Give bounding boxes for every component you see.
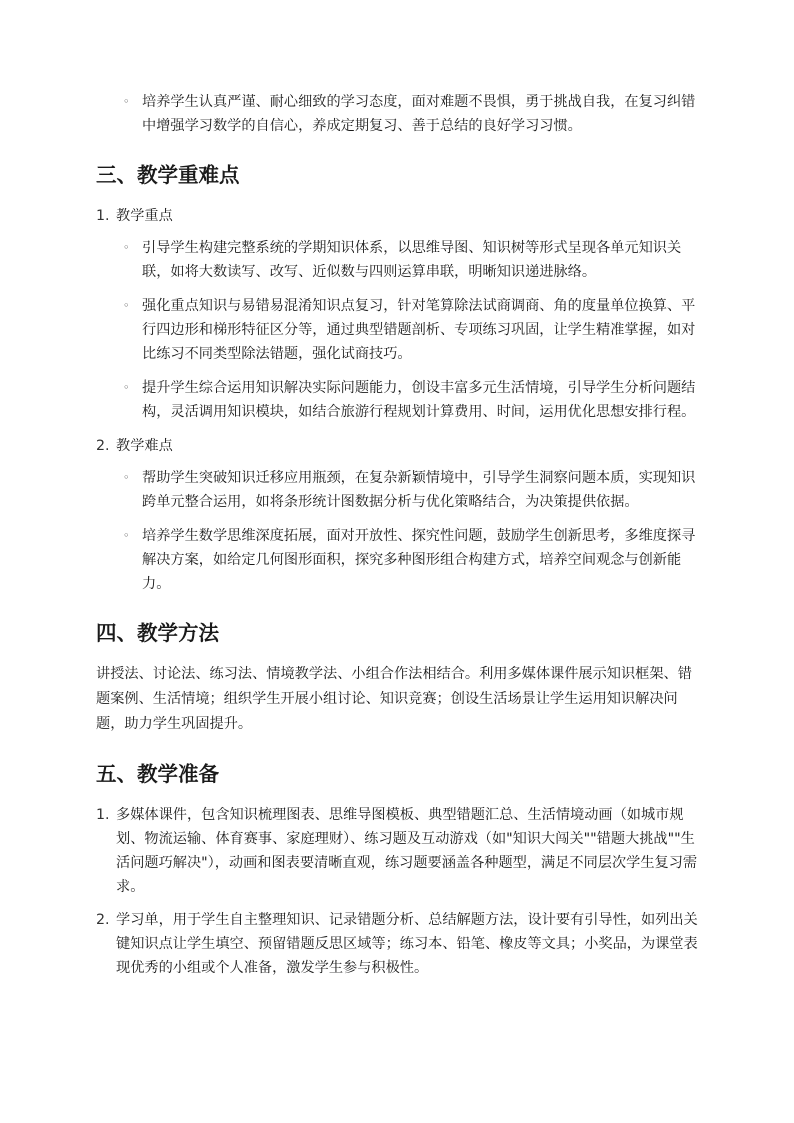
bullet-icon: ◦ [123, 529, 130, 542]
bullet-icon: ◦ [123, 95, 130, 108]
list-item-text: 培养学生数学思维深度拓展，面对开放性、探究性问题，鼓励学生创新思考，多维度探寻解决方案，如给定几何图形面积，探究多种图形组合构建方式，培养空间观念与创新能力。 [142, 528, 696, 592]
list-item [96, 466, 702, 514]
sub-list [96, 236, 702, 424]
list-number: 2. [96, 912, 110, 928]
list-item [96, 236, 702, 284]
list-item [96, 376, 702, 424]
list-item [96, 908, 702, 980]
bullet-icon: ◦ [123, 471, 130, 484]
key-point-group [96, 204, 702, 424]
bullet-icon: ◦ [123, 381, 130, 394]
section-title-methods: 四、教学方法 [96, 621, 219, 645]
list-item [96, 524, 702, 596]
group-label: 教学难点 [116, 438, 173, 454]
document-content [96, 90, 702, 989]
section-title-preparation: 五、教学准备 [96, 762, 219, 786]
list-item-text: 引导学生构建完整系统的学期知识体系，以思维导图、知识树等形式呈现各单元知识关联，如将大数读写、改写、近似数与四则运算串联，明晰知识递进脉络。 [142, 240, 682, 280]
list-item-text: 学习单，用于学生自主整理知识、记录错题分析、总结解题方法，设计要有引导性，如列出关键知识点让学生填空、预留错题反思区域等；练习本、铅笔、橡皮等文具；小奖品，为课堂表现优秀的小组或个人准备，激发学生参与积极性。 [116, 912, 698, 976]
list-item-text: 多媒体课件，包含知识梳理图表、思维导图模板、典型错题汇总、生活情境动画（如城市规划、物流运输、体育赛事、家庭理财）、练习题及互动游戏（如"知识大闯关""错题大挑战""生活问题巧解决"），动画和图表要清晰直观，练习题要涵盖各种题型，满足不同层次学生复习需求。 [116, 807, 698, 895]
bullet-icon: ◦ [123, 241, 130, 254]
preparation-list [96, 803, 702, 980]
bullet-icon: ◦ [123, 299, 130, 312]
list-item-text: 提升学生综合运用知识解决实际问题能力，创设丰富多元生活情境，引导学生分析问题结构，灵活调用知识模块，如结合旅游行程规划计算费用、时间，运用优化思想安排行程。 [142, 380, 696, 420]
key-point-group [96, 434, 702, 596]
list-item-text: 培养学生认真严谨、耐心细致的学习态度，面对难题不畏惧，勇于挑战自我，在复习纠错中增强学习数学的自信心，养成定期复习、善于总结的良好学习习惯。 [142, 94, 696, 134]
list-item [96, 90, 702, 138]
list-number: 1. [96, 208, 110, 224]
methods-paragraph: 讲授法、讨论法、练习法、情境教学法、小组合作法相结合。利用多媒体课件展示知识框架、错题案例、生活情境；组织学生开展小组讨论、知识竞赛；创设生活场景让学生运用知识解决问题，助力学生巩固提升。 [96, 666, 692, 732]
list-number: 1. [96, 807, 110, 823]
list-item [96, 294, 702, 366]
sub-list [96, 466, 702, 596]
intro-list [96, 90, 702, 138]
list-number: 2. [96, 438, 110, 454]
list-item-text: 强化重点知识与易错易混淆知识点复习，针对笔算除法试商调商、角的度量单位换算、平行四边形和梯形特征区分等，通过典型错题剖析、专项练习巩固，让学生精准掌握，如对比练习不同类型除法错题，强化试商技巧。 [142, 298, 696, 362]
list-item [96, 803, 702, 899]
key-points-list [96, 204, 702, 596]
section-title-key-points: 三、教学重难点 [96, 163, 240, 187]
group-label: 教学重点 [116, 208, 173, 224]
list-item-text: 帮助学生突破知识迁移应用瓶颈，在复杂新颖情境中，引导学生洞察问题本质，实现知识跨单元整合运用，如将条形统计图数据分析与优化策略结合，为决策提供依据。 [142, 470, 696, 510]
